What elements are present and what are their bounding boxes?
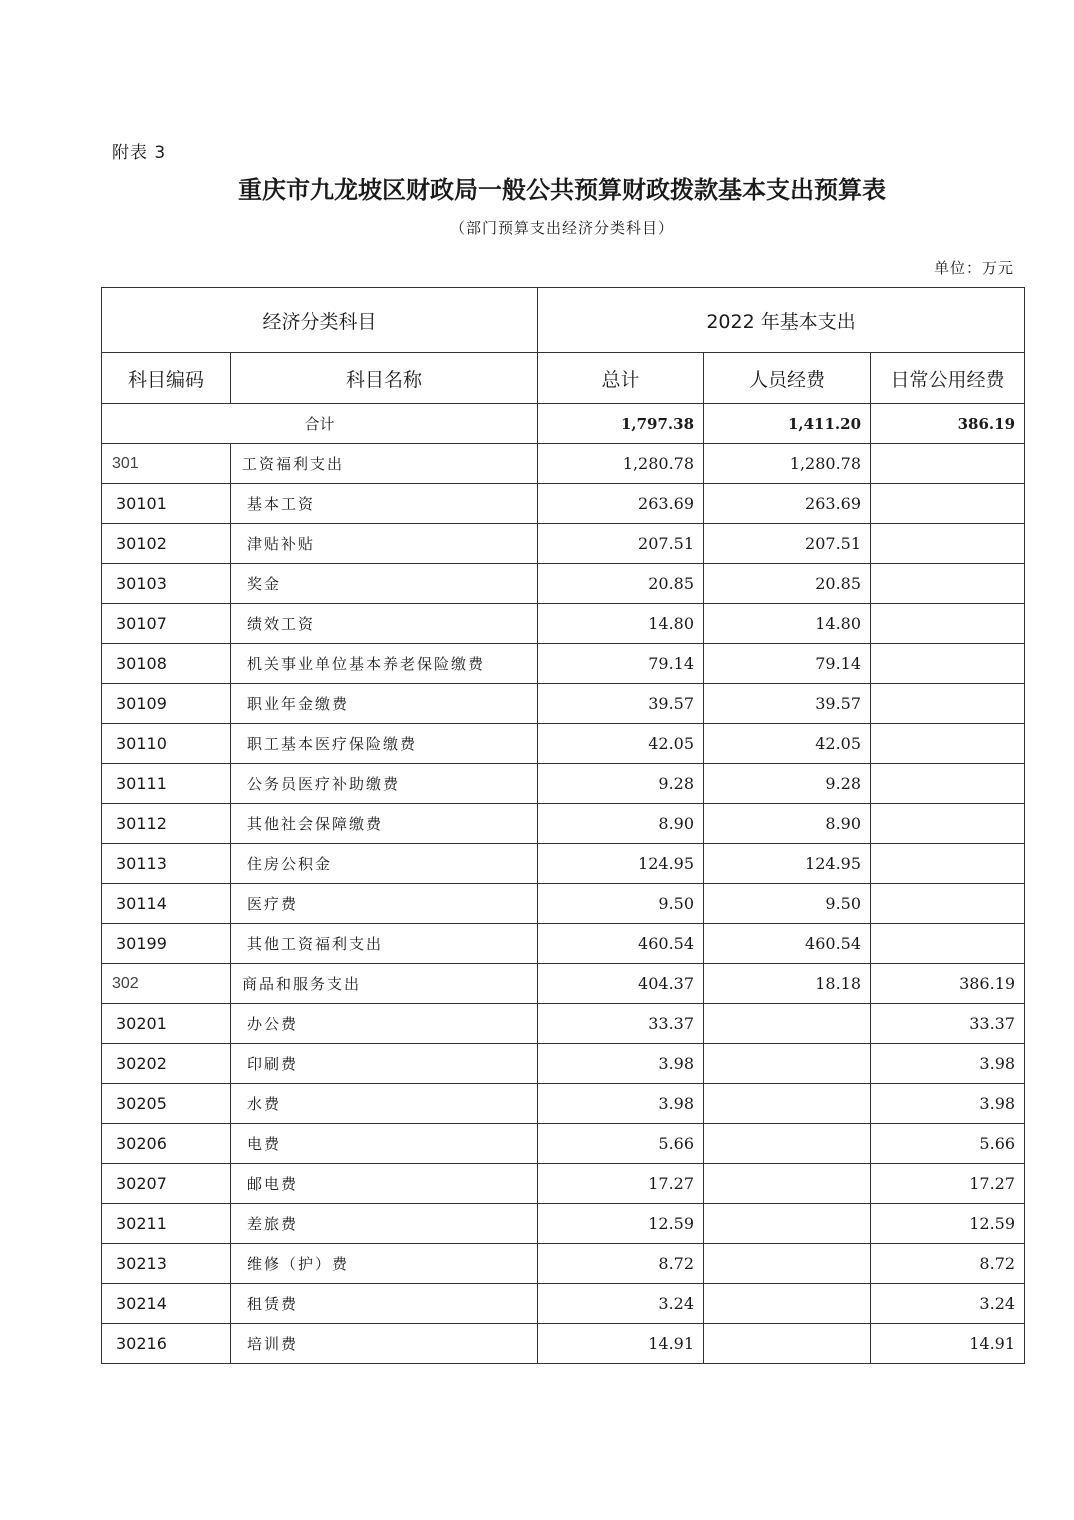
row-personnel: 207.51 <box>704 524 871 564</box>
row-name: 差旅费 <box>231 1204 538 1244</box>
row-code: 30199 <box>102 924 231 964</box>
row-total: 5.66 <box>538 1124 704 1164</box>
row-public <box>871 884 1025 924</box>
row-total: 263.69 <box>538 484 704 524</box>
row-total: 14.91 <box>538 1324 704 1364</box>
row-code: 30201 <box>102 1004 231 1044</box>
total-personnel: 1,411.20 <box>704 404 871 444</box>
row-public: 3.98 <box>871 1084 1025 1124</box>
row-code: 30108 <box>102 644 231 684</box>
table-row <box>102 1044 1025 1084</box>
row-code: 30112 <box>102 804 231 844</box>
row-name: 奖金 <box>231 564 538 604</box>
row-personnel: 124.95 <box>704 844 871 884</box>
row-public <box>871 764 1025 804</box>
table-row <box>102 724 1025 764</box>
row-total: 9.50 <box>538 884 704 924</box>
row-public <box>871 804 1025 844</box>
row-personnel: 1,280.78 <box>704 444 871 484</box>
row-total: 124.95 <box>538 844 704 884</box>
table-row <box>102 1084 1025 1124</box>
row-name: 办公费 <box>231 1004 538 1044</box>
table-row <box>102 1164 1025 1204</box>
row-name: 绩效工资 <box>231 604 538 644</box>
row-name: 职业年金缴费 <box>231 684 538 724</box>
row-name: 水费 <box>231 1084 538 1124</box>
row-name: 邮电费 <box>231 1164 538 1204</box>
row-code: 30211 <box>102 1204 231 1244</box>
table-row <box>102 804 1025 844</box>
row-public: 14.91 <box>871 1324 1025 1364</box>
row-personnel <box>704 1204 871 1244</box>
row-personnel <box>704 1084 871 1124</box>
row-total: 33.37 <box>538 1004 704 1044</box>
row-public <box>871 604 1025 644</box>
row-public <box>871 524 1025 564</box>
row-personnel <box>704 1124 871 1164</box>
row-code: 30205 <box>102 1084 231 1124</box>
header-total: 总计 <box>538 353 704 404</box>
row-personnel: 79.14 <box>704 644 871 684</box>
row-public <box>871 684 1025 724</box>
row-personnel: 263.69 <box>704 484 871 524</box>
total-row <box>102 404 1025 444</box>
unit-label: 单位：万元 <box>933 259 1014 277</box>
table-row <box>102 924 1025 964</box>
table-row <box>102 644 1025 684</box>
row-name: 培训费 <box>231 1324 538 1364</box>
table-row <box>102 1284 1025 1324</box>
row-name: 其他工资福利支出 <box>231 924 538 964</box>
attachment-label: 附表 3 <box>112 143 167 163</box>
header-code: 科目编码 <box>102 353 231 404</box>
total-public: 386.19 <box>871 404 1025 444</box>
row-public: 5.66 <box>871 1124 1025 1164</box>
table-row <box>102 1204 1025 1244</box>
document-subtitle: （部门预算支出经济分类科目） <box>449 219 674 237</box>
header-name: 科目名称 <box>231 353 538 404</box>
table-row <box>102 484 1025 524</box>
table-row <box>102 684 1025 724</box>
row-total: 42.05 <box>538 724 704 764</box>
row-personnel: 39.57 <box>704 684 871 724</box>
row-public: 17.27 <box>871 1164 1025 1204</box>
row-total: 3.98 <box>538 1084 704 1124</box>
row-personnel: 8.90 <box>704 804 871 844</box>
row-code: 30109 <box>102 684 231 724</box>
row-total: 3.98 <box>538 1044 704 1084</box>
total-total: 1,797.38 <box>538 404 704 444</box>
row-name: 印刷费 <box>231 1044 538 1084</box>
header-econ-category: 经济分类科目 <box>102 288 538 353</box>
table-row <box>102 604 1025 644</box>
row-code: 302 <box>102 964 231 1004</box>
row-personnel: 460.54 <box>704 924 871 964</box>
row-public <box>871 484 1025 524</box>
table-row <box>102 1124 1025 1164</box>
row-public <box>871 444 1025 484</box>
row-public: 3.24 <box>871 1284 1025 1324</box>
row-code: 30202 <box>102 1044 231 1084</box>
row-code: 30207 <box>102 1164 231 1204</box>
row-code: 30107 <box>102 604 231 644</box>
row-name: 工资福利支出 <box>231 444 538 484</box>
row-code: 30213 <box>102 1244 231 1284</box>
row-total: 1,280.78 <box>538 444 704 484</box>
row-personnel <box>704 1004 871 1044</box>
row-code: 30113 <box>102 844 231 884</box>
row-public: 33.37 <box>871 1004 1025 1044</box>
row-name: 基本工资 <box>231 484 538 524</box>
row-personnel <box>704 1324 871 1364</box>
row-name: 租赁费 <box>231 1284 538 1324</box>
table-row <box>102 524 1025 564</box>
row-code: 30103 <box>102 564 231 604</box>
row-public <box>871 644 1025 684</box>
table-row <box>102 564 1025 604</box>
row-code: 30111 <box>102 764 231 804</box>
row-name: 电费 <box>231 1124 538 1164</box>
row-personnel: 20.85 <box>704 564 871 604</box>
table-row <box>102 1324 1025 1364</box>
row-name: 职工基本医疗保险缴费 <box>231 724 538 764</box>
row-public <box>871 564 1025 604</box>
row-code: 30102 <box>102 524 231 564</box>
row-code: 301 <box>102 444 231 484</box>
row-total: 3.24 <box>538 1284 704 1324</box>
row-name: 其他社会保障缴费 <box>231 804 538 844</box>
table-row <box>102 1244 1025 1284</box>
row-name: 津贴补贴 <box>231 524 538 564</box>
row-total: 39.57 <box>538 684 704 724</box>
table-row <box>102 1004 1025 1044</box>
header-group-row <box>102 288 1025 353</box>
row-total: 17.27 <box>538 1164 704 1204</box>
table-row <box>102 964 1025 1004</box>
row-total: 12.59 <box>538 1204 704 1244</box>
table-row <box>102 884 1025 924</box>
row-public: 3.98 <box>871 1044 1025 1084</box>
row-personnel <box>704 1044 871 1084</box>
row-total: 20.85 <box>538 564 704 604</box>
row-name: 商品和服务支出 <box>231 964 538 1004</box>
row-total: 79.14 <box>538 644 704 684</box>
table-row <box>102 444 1025 484</box>
row-code: 30110 <box>102 724 231 764</box>
row-public: 386.19 <box>871 964 1025 1004</box>
row-total: 460.54 <box>538 924 704 964</box>
row-name: 机关事业单位基本养老保险缴费 <box>231 644 538 684</box>
row-name: 住房公积金 <box>231 844 538 884</box>
header-personnel: 人员经费 <box>704 353 871 404</box>
row-code: 30101 <box>102 484 231 524</box>
row-personnel: 9.50 <box>704 884 871 924</box>
row-total: 404.37 <box>538 964 704 1004</box>
header-column-row <box>102 353 1025 404</box>
total-label: 合计 <box>102 404 538 444</box>
document-title: 重庆市九龙坡区财政局一般公共预算财政拨款基本支出预算表 <box>238 175 886 204</box>
row-public <box>871 844 1025 884</box>
row-name: 公务员医疗补助缴费 <box>231 764 538 804</box>
row-personnel: 14.80 <box>704 604 871 644</box>
budget-table <box>101 287 1025 1364</box>
header-public: 日常公用经费 <box>871 353 1025 404</box>
row-public <box>871 924 1025 964</box>
row-total: 14.80 <box>538 604 704 644</box>
header-basic-expenditure: 2022 年基本支出 <box>538 288 1025 353</box>
row-total: 207.51 <box>538 524 704 564</box>
row-personnel <box>704 1164 871 1204</box>
row-personnel: 18.18 <box>704 964 871 1004</box>
row-name: 维修（护）费 <box>231 1244 538 1284</box>
row-public <box>871 724 1025 764</box>
row-total: 8.72 <box>538 1244 704 1284</box>
row-name: 医疗费 <box>231 884 538 924</box>
row-code: 30114 <box>102 884 231 924</box>
row-code: 30206 <box>102 1124 231 1164</box>
table-row <box>102 844 1025 884</box>
row-total: 9.28 <box>538 764 704 804</box>
row-personnel: 9.28 <box>704 764 871 804</box>
row-personnel: 42.05 <box>704 724 871 764</box>
table-row <box>102 764 1025 804</box>
row-code: 30214 <box>102 1284 231 1324</box>
row-personnel <box>704 1244 871 1284</box>
row-personnel <box>704 1284 871 1324</box>
row-public: 12.59 <box>871 1204 1025 1244</box>
row-code: 30216 <box>102 1324 231 1364</box>
row-total: 8.90 <box>538 804 704 844</box>
row-public: 8.72 <box>871 1244 1025 1284</box>
